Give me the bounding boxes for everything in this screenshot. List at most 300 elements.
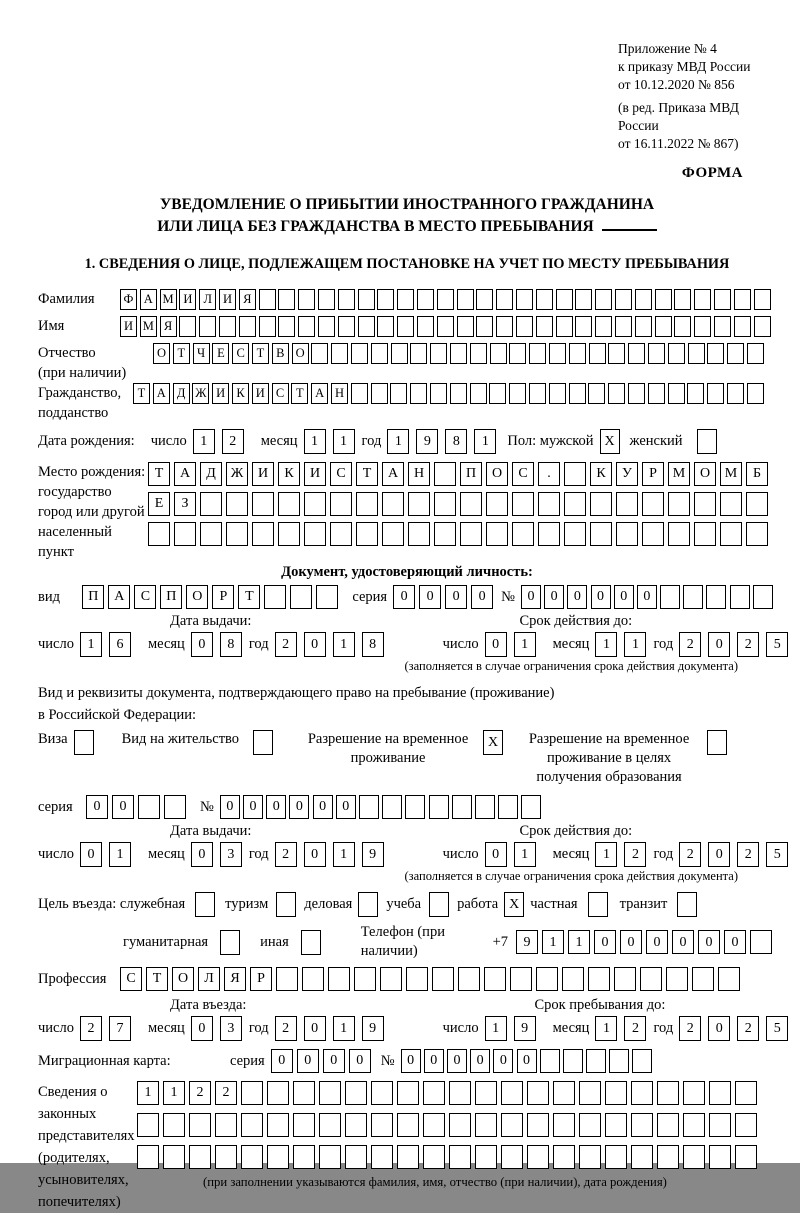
- char-box[interactable]: [588, 967, 610, 991]
- char-box[interactable]: [529, 343, 546, 364]
- char-box[interactable]: 1: [514, 842, 536, 867]
- char-box[interactable]: Ф: [120, 289, 137, 310]
- char-box[interactable]: С: [232, 343, 249, 364]
- char-box[interactable]: 0: [594, 930, 616, 954]
- char-box[interactable]: [564, 462, 586, 486]
- char-box[interactable]: [452, 795, 472, 819]
- char-box[interactable]: 1: [474, 429, 496, 454]
- char-box[interactable]: [628, 383, 645, 404]
- char-box[interactable]: [668, 343, 685, 364]
- char-box[interactable]: 0: [191, 842, 213, 867]
- char-box[interactable]: 1: [333, 1016, 355, 1041]
- char-box[interactable]: О: [153, 343, 170, 364]
- char-box[interactable]: [516, 289, 533, 310]
- char-box[interactable]: 1: [333, 842, 355, 867]
- char-box[interactable]: [635, 316, 652, 337]
- char-box[interactable]: [516, 316, 533, 337]
- char-box[interactable]: [278, 492, 300, 516]
- char-box[interactable]: .: [538, 462, 560, 486]
- char-box[interactable]: [527, 1081, 549, 1105]
- char-box[interactable]: С: [512, 462, 534, 486]
- char-box[interactable]: К: [232, 383, 249, 404]
- char-box[interactable]: [405, 795, 425, 819]
- char-box[interactable]: [338, 316, 355, 337]
- char-box[interactable]: 9: [516, 930, 538, 954]
- char-box[interactable]: Л: [198, 967, 220, 991]
- char-box[interactable]: 9: [362, 1016, 384, 1041]
- char-box[interactable]: 2: [215, 1081, 237, 1105]
- char-box[interactable]: 1: [163, 1081, 185, 1105]
- char-box[interactable]: [575, 289, 592, 310]
- char-box[interactable]: [278, 289, 295, 310]
- char-box[interactable]: [605, 1145, 627, 1169]
- char-box[interactable]: [371, 383, 388, 404]
- char-box[interactable]: 0: [304, 1016, 326, 1041]
- char-box[interactable]: [319, 1081, 341, 1105]
- char-box[interactable]: Т: [356, 462, 378, 486]
- char-box[interactable]: [538, 492, 560, 516]
- char-box[interactable]: [164, 795, 186, 819]
- char-box[interactable]: [429, 795, 449, 819]
- char-box[interactable]: Т: [238, 585, 260, 609]
- char-box[interactable]: [397, 1113, 419, 1137]
- char-box[interactable]: 1: [137, 1081, 159, 1105]
- char-box[interactable]: [241, 1081, 263, 1105]
- char-box[interactable]: [498, 795, 518, 819]
- char-box[interactable]: [470, 383, 487, 404]
- char-box[interactable]: Д: [200, 462, 222, 486]
- char-box[interactable]: М: [140, 316, 157, 337]
- char-box[interactable]: [635, 289, 652, 310]
- char-box[interactable]: [239, 316, 256, 337]
- char-box[interactable]: [330, 492, 352, 516]
- char-box[interactable]: [605, 1081, 627, 1105]
- char-box[interactable]: 0: [485, 842, 507, 867]
- char-box[interactable]: [754, 289, 771, 310]
- char-box[interactable]: З: [174, 492, 196, 516]
- char-box[interactable]: 5: [766, 842, 788, 867]
- char-box[interactable]: П: [160, 585, 182, 609]
- residence-permit-checkbox[interactable]: [253, 730, 273, 755]
- char-box[interactable]: [450, 343, 467, 364]
- char-box[interactable]: [657, 1113, 679, 1137]
- char-box[interactable]: [267, 1113, 289, 1137]
- purpose-other-checkbox[interactable]: [301, 930, 321, 955]
- char-box[interactable]: 0: [323, 1049, 345, 1073]
- char-box[interactable]: [512, 522, 534, 546]
- char-box[interactable]: С: [272, 383, 289, 404]
- char-box[interactable]: 2: [737, 632, 759, 657]
- char-box[interactable]: П: [460, 462, 482, 486]
- char-box[interactable]: [553, 1081, 575, 1105]
- char-box[interactable]: 0: [80, 842, 102, 867]
- char-box[interactable]: [683, 585, 703, 609]
- char-box[interactable]: 0: [485, 632, 507, 657]
- char-box[interactable]: 8: [445, 429, 467, 454]
- char-box[interactable]: [595, 316, 612, 337]
- char-box[interactable]: [540, 1049, 560, 1073]
- char-box[interactable]: 1: [304, 429, 326, 454]
- char-box[interactable]: [430, 383, 447, 404]
- char-box[interactable]: [754, 316, 771, 337]
- char-box[interactable]: А: [382, 462, 404, 486]
- char-box[interactable]: Я: [160, 316, 177, 337]
- char-box[interactable]: [714, 289, 731, 310]
- char-box[interactable]: [458, 967, 480, 991]
- char-box[interactable]: [148, 522, 170, 546]
- char-box[interactable]: [316, 585, 338, 609]
- char-box[interactable]: [509, 343, 526, 364]
- char-box[interactable]: [657, 1081, 679, 1105]
- char-box[interactable]: 0: [393, 585, 415, 609]
- char-box[interactable]: Я: [224, 967, 246, 991]
- char-box[interactable]: 1: [595, 1016, 617, 1041]
- char-box[interactable]: [410, 343, 427, 364]
- char-box[interactable]: [747, 343, 764, 364]
- char-box[interactable]: [734, 316, 751, 337]
- char-box[interactable]: 0: [289, 795, 309, 819]
- char-box[interactable]: [434, 492, 456, 516]
- char-box[interactable]: [694, 316, 711, 337]
- char-box[interactable]: [390, 383, 407, 404]
- char-box[interactable]: [293, 1145, 315, 1169]
- char-box[interactable]: [735, 1113, 757, 1137]
- char-box[interactable]: И: [120, 316, 137, 337]
- male-checkbox[interactable]: X: [600, 429, 620, 454]
- char-box[interactable]: 0: [614, 585, 634, 609]
- char-box[interactable]: [358, 289, 375, 310]
- char-box[interactable]: 0: [646, 930, 668, 954]
- char-box[interactable]: 0: [419, 585, 441, 609]
- char-box[interactable]: [657, 1145, 679, 1169]
- char-box[interactable]: С: [120, 967, 142, 991]
- char-box[interactable]: Я: [239, 289, 256, 310]
- char-box[interactable]: [753, 585, 773, 609]
- char-box[interactable]: 7: [109, 1016, 131, 1041]
- char-box[interactable]: [371, 1145, 393, 1169]
- char-box[interactable]: [434, 462, 456, 486]
- char-box[interactable]: [553, 1145, 575, 1169]
- char-box[interactable]: [538, 522, 560, 546]
- char-box[interactable]: [267, 1145, 289, 1169]
- purpose-work-checkbox[interactable]: X: [504, 892, 524, 917]
- char-box[interactable]: [382, 522, 404, 546]
- char-box[interactable]: [586, 1049, 606, 1073]
- char-box[interactable]: [226, 492, 248, 516]
- char-box[interactable]: [219, 316, 236, 337]
- char-box[interactable]: [460, 522, 482, 546]
- char-box[interactable]: [720, 492, 742, 516]
- char-box[interactable]: [609, 1049, 629, 1073]
- char-box[interactable]: [138, 795, 160, 819]
- char-box[interactable]: [683, 1113, 705, 1137]
- char-box[interactable]: О: [486, 462, 508, 486]
- char-box[interactable]: 0: [313, 795, 333, 819]
- char-box[interactable]: [264, 585, 286, 609]
- char-box[interactable]: 2: [679, 632, 701, 657]
- char-box[interactable]: 9: [416, 429, 438, 454]
- char-box[interactable]: [475, 1113, 497, 1137]
- char-box[interactable]: [163, 1113, 185, 1137]
- char-box[interactable]: А: [108, 585, 130, 609]
- char-box[interactable]: 2: [275, 1016, 297, 1041]
- char-box[interactable]: [648, 383, 665, 404]
- temp-residence-checkbox[interactable]: X: [483, 730, 503, 755]
- char-box[interactable]: [496, 289, 513, 310]
- char-box[interactable]: [259, 289, 276, 310]
- char-box[interactable]: [569, 343, 586, 364]
- char-box[interactable]: [527, 1145, 549, 1169]
- char-box[interactable]: [457, 316, 474, 337]
- char-box[interactable]: 2: [275, 842, 297, 867]
- char-box[interactable]: [276, 967, 298, 991]
- char-box[interactable]: 5: [766, 632, 788, 657]
- char-box[interactable]: 2: [80, 1016, 102, 1041]
- char-box[interactable]: [720, 522, 742, 546]
- char-box[interactable]: [215, 1113, 237, 1137]
- char-box[interactable]: 0: [447, 1049, 467, 1073]
- char-box[interactable]: [358, 316, 375, 337]
- char-box[interactable]: 0: [521, 585, 541, 609]
- char-box[interactable]: [475, 795, 495, 819]
- visa-checkbox[interactable]: [74, 730, 94, 755]
- char-box[interactable]: 1: [595, 632, 617, 657]
- char-box[interactable]: [510, 967, 532, 991]
- char-box[interactable]: [331, 343, 348, 364]
- char-box[interactable]: [628, 343, 645, 364]
- char-box[interactable]: [476, 289, 493, 310]
- char-box[interactable]: 2: [679, 1016, 701, 1041]
- char-box[interactable]: [319, 1113, 341, 1137]
- char-box[interactable]: [631, 1081, 653, 1105]
- purpose-tourism-checkbox[interactable]: [276, 892, 296, 917]
- char-box[interactable]: А: [174, 462, 196, 486]
- char-box[interactable]: С: [134, 585, 156, 609]
- char-box[interactable]: [345, 1145, 367, 1169]
- char-box[interactable]: [575, 316, 592, 337]
- char-box[interactable]: [410, 383, 427, 404]
- char-box[interactable]: Н: [331, 383, 348, 404]
- char-box[interactable]: [616, 492, 638, 516]
- char-box[interactable]: [564, 492, 586, 516]
- char-box[interactable]: [476, 316, 493, 337]
- char-box[interactable]: 0: [191, 632, 213, 657]
- char-box[interactable]: 1: [542, 930, 564, 954]
- char-box[interactable]: 0: [86, 795, 108, 819]
- char-box[interactable]: 9: [362, 842, 384, 867]
- char-box[interactable]: [356, 492, 378, 516]
- char-box[interactable]: [371, 1081, 393, 1105]
- char-box[interactable]: 1: [595, 842, 617, 867]
- char-box[interactable]: [727, 343, 744, 364]
- char-box[interactable]: [278, 316, 295, 337]
- char-box[interactable]: [608, 343, 625, 364]
- char-box[interactable]: [215, 1145, 237, 1169]
- char-box[interactable]: [189, 1113, 211, 1137]
- char-box[interactable]: [615, 316, 632, 337]
- char-box[interactable]: 0: [637, 585, 657, 609]
- char-box[interactable]: [267, 1081, 289, 1105]
- char-box[interactable]: [449, 1113, 471, 1137]
- char-box[interactable]: 0: [517, 1049, 537, 1073]
- char-box[interactable]: К: [278, 462, 300, 486]
- char-box[interactable]: [588, 383, 605, 404]
- char-box[interactable]: Ж: [226, 462, 248, 486]
- char-box[interactable]: [501, 1145, 523, 1169]
- char-box[interactable]: 6: [109, 632, 131, 657]
- char-box[interactable]: 1: [485, 1016, 507, 1041]
- char-box[interactable]: 0: [620, 930, 642, 954]
- char-box[interactable]: [304, 492, 326, 516]
- char-box[interactable]: [423, 1113, 445, 1137]
- char-box[interactable]: [694, 522, 716, 546]
- char-box[interactable]: [718, 967, 740, 991]
- char-box[interactable]: А: [140, 289, 157, 310]
- char-box[interactable]: О: [292, 343, 309, 364]
- char-box[interactable]: [501, 1113, 523, 1137]
- char-box[interactable]: [318, 316, 335, 337]
- char-box[interactable]: [179, 316, 196, 337]
- char-box[interactable]: [377, 289, 394, 310]
- char-box[interactable]: [668, 522, 690, 546]
- char-box[interactable]: [189, 1145, 211, 1169]
- purpose-transit-checkbox[interactable]: [677, 892, 697, 917]
- char-box[interactable]: 2: [189, 1081, 211, 1105]
- char-box[interactable]: [674, 289, 691, 310]
- char-box[interactable]: Р: [250, 967, 272, 991]
- char-box[interactable]: 2: [624, 1016, 646, 1041]
- char-box[interactable]: 0: [243, 795, 263, 819]
- char-box[interactable]: М: [668, 462, 690, 486]
- char-box[interactable]: [709, 1145, 731, 1169]
- char-box[interactable]: [668, 492, 690, 516]
- char-box[interactable]: [174, 522, 196, 546]
- char-box[interactable]: [241, 1145, 263, 1169]
- char-box[interactable]: 3: [220, 842, 242, 867]
- char-box[interactable]: 0: [349, 1049, 371, 1073]
- char-box[interactable]: 2: [624, 842, 646, 867]
- char-box[interactable]: [556, 289, 573, 310]
- char-box[interactable]: 5: [766, 1016, 788, 1041]
- char-box[interactable]: [430, 343, 447, 364]
- char-box[interactable]: [605, 1113, 627, 1137]
- char-box[interactable]: 1: [333, 632, 355, 657]
- char-box[interactable]: А: [311, 383, 328, 404]
- char-box[interactable]: [631, 1145, 653, 1169]
- char-box[interactable]: 0: [724, 930, 746, 954]
- char-box[interactable]: 0: [304, 632, 326, 657]
- char-box[interactable]: [734, 289, 751, 310]
- char-box[interactable]: [746, 522, 768, 546]
- char-box[interactable]: [351, 343, 368, 364]
- char-box[interactable]: [692, 967, 714, 991]
- char-box[interactable]: [579, 1113, 601, 1137]
- char-box[interactable]: [278, 522, 300, 546]
- char-box[interactable]: [290, 585, 312, 609]
- char-box[interactable]: О: [694, 462, 716, 486]
- char-box[interactable]: [380, 967, 402, 991]
- char-box[interactable]: [556, 316, 573, 337]
- char-box[interactable]: Е: [212, 343, 229, 364]
- char-box[interactable]: [449, 1145, 471, 1169]
- char-box[interactable]: [356, 522, 378, 546]
- char-box[interactable]: [747, 383, 764, 404]
- char-box[interactable]: [590, 522, 612, 546]
- char-box[interactable]: [328, 967, 350, 991]
- char-box[interactable]: [642, 492, 664, 516]
- char-box[interactable]: [345, 1113, 367, 1137]
- char-box[interactable]: [616, 522, 638, 546]
- char-box[interactable]: [163, 1145, 185, 1169]
- char-box[interactable]: 0: [672, 930, 694, 954]
- char-box[interactable]: М: [720, 462, 742, 486]
- char-box[interactable]: [688, 343, 705, 364]
- char-box[interactable]: 1: [193, 429, 215, 454]
- char-box[interactable]: [706, 585, 726, 609]
- char-box[interactable]: [631, 1113, 653, 1137]
- char-box[interactable]: И: [212, 383, 229, 404]
- char-box[interactable]: Ч: [193, 343, 210, 364]
- char-box[interactable]: 3: [220, 1016, 242, 1041]
- char-box[interactable]: [423, 1145, 445, 1169]
- char-box[interactable]: [660, 585, 680, 609]
- char-box[interactable]: [521, 795, 541, 819]
- char-box[interactable]: [397, 316, 414, 337]
- char-box[interactable]: О: [186, 585, 208, 609]
- purpose-business-checkbox[interactable]: [358, 892, 378, 917]
- char-box[interactable]: [311, 343, 328, 364]
- char-box[interactable]: [536, 289, 553, 310]
- female-checkbox[interactable]: [697, 429, 717, 454]
- char-box[interactable]: 2: [679, 842, 701, 867]
- char-box[interactable]: 1: [514, 632, 536, 657]
- char-box[interactable]: И: [304, 462, 326, 486]
- char-box[interactable]: [486, 522, 508, 546]
- char-box[interactable]: 0: [470, 1049, 490, 1073]
- char-box[interactable]: [397, 289, 414, 310]
- char-box[interactable]: И: [252, 383, 269, 404]
- char-box[interactable]: 1: [568, 930, 590, 954]
- char-box[interactable]: 0: [708, 842, 730, 867]
- char-box[interactable]: [595, 289, 612, 310]
- char-box[interactable]: 2: [737, 842, 759, 867]
- char-box[interactable]: [241, 1113, 263, 1137]
- char-box[interactable]: [707, 343, 724, 364]
- char-box[interactable]: Т: [173, 343, 190, 364]
- char-box[interactable]: [338, 289, 355, 310]
- char-box[interactable]: 0: [708, 632, 730, 657]
- char-box[interactable]: 0: [401, 1049, 421, 1073]
- char-box[interactable]: 0: [266, 795, 286, 819]
- char-box[interactable]: [318, 289, 335, 310]
- char-box[interactable]: [529, 383, 546, 404]
- char-box[interactable]: [655, 316, 672, 337]
- char-box[interactable]: В: [272, 343, 289, 364]
- char-box[interactable]: [489, 383, 506, 404]
- char-box[interactable]: 0: [567, 585, 587, 609]
- char-box[interactable]: 0: [220, 795, 240, 819]
- char-box[interactable]: С: [330, 462, 352, 486]
- char-box[interactable]: [397, 1081, 419, 1105]
- char-box[interactable]: [750, 930, 772, 954]
- char-box[interactable]: А: [153, 383, 170, 404]
- char-box[interactable]: 0: [591, 585, 611, 609]
- char-box[interactable]: [694, 289, 711, 310]
- char-box[interactable]: [486, 492, 508, 516]
- char-box[interactable]: 0: [471, 585, 493, 609]
- char-box[interactable]: [730, 585, 750, 609]
- char-box[interactable]: [371, 343, 388, 364]
